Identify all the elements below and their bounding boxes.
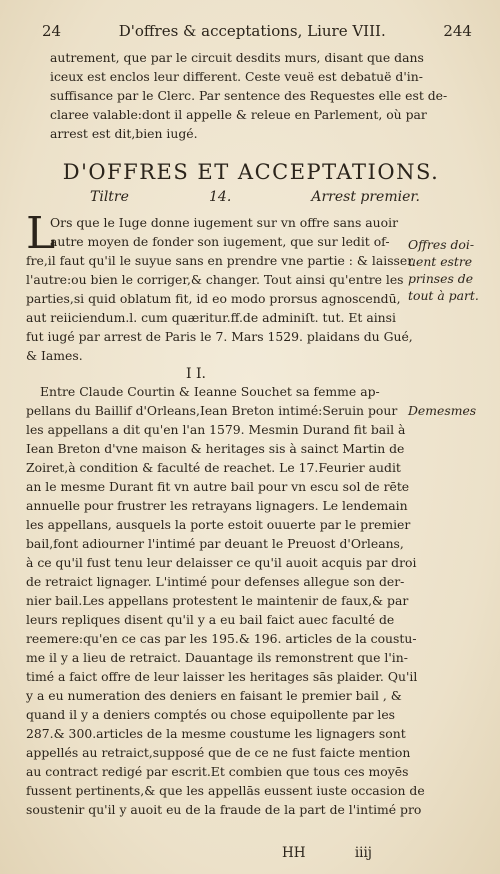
margin-note-line: uent estre <box>408 254 473 269</box>
first-paragraph <box>26 213 414 365</box>
chapter-subtitle <box>90 189 420 205</box>
chapter-title: D'OFFRES ET ACCEPTATIONS. <box>62 160 440 184</box>
text-line: claree valable:dont il appelle & releue en Parlement, où par <box>50 107 427 122</box>
running-title: D'offres & acceptations, Liure VIII. <box>118 22 386 40</box>
signature-mark: HH <box>282 845 306 861</box>
text-line: aut reiiciendum.l. cum quæritur.ff.de adminiſt. tut. Et ainsi <box>26 310 396 325</box>
text-line: leurs repliques disent qu'il y a eu bail faict auec faculté de <box>26 612 395 627</box>
section-number: I I. <box>186 366 206 382</box>
text-line: y a eu numeration des deniers en faisant le premier bail , & <box>26 688 402 703</box>
text-line: les appellans a dit qu'en l'an 1579. Mesmin Durand fit bail à <box>26 422 406 437</box>
text-line: autre moyen de fonder son iugement, que sur ledit of- <box>50 234 390 249</box>
text-line: les appellans, ausquels la porte estoit ouuerte par le premier <box>26 517 411 532</box>
text-line: Ors que le Iuge donne iugement sur vn offre sans auoir <box>50 215 398 230</box>
text-line: annuelle pour frustrer les retrayans lignagers. Le lendemain <box>26 498 408 513</box>
tilte-number: 14. <box>209 189 232 205</box>
text-line: appellés au retraict,supposé que de ce ne fust faicte mention <box>26 745 411 760</box>
margin-note <box>408 236 479 304</box>
text-line: nier bail.Les appellans protestent le maintenir de faux,& par <box>26 593 409 608</box>
margin-note-line: Offres doi- <box>408 237 475 252</box>
text-line: pellans du Baillif d'Orleans,Iean Breton intimé:Seruin pour <box>26 403 398 418</box>
running-header <box>42 22 472 40</box>
margin-note-demesmes: Demesmes <box>408 403 477 418</box>
text-line: 287.& 300.articles de la mesme coustume les lignagers sont <box>26 726 406 741</box>
text-line: Zoiret,à condition & faculté de reachet. Le 17.Feurier audit <box>26 460 401 475</box>
margin-note-line: prinses de <box>408 271 474 286</box>
text-line: an le mesme Durant fit vn autre bail pour vn escu sol de rēte <box>26 479 410 494</box>
text-line: me il y a lieu de retraict. Dauantage ils remonstrent que l'in- <box>26 650 408 665</box>
text-line: à ce qu'il fust tenu leur delaisser ce qu'il auoit acquis par droi <box>26 555 417 570</box>
text-line: suffisance par le Clerc. Par sentence des Requestes elle est de- <box>50 88 448 103</box>
second-paragraph <box>26 382 425 819</box>
tilte-label: Tiltre <box>90 189 129 205</box>
text-line: bail,font adiourner l'intimé par deuant le Preuost d'Orleans, <box>26 536 404 551</box>
folio-number: 244 <box>443 22 472 40</box>
arrest-label: Arrest premier. <box>311 189 420 205</box>
text-line: fut iugé par arrest de Paris le 7. Mars 1529. plaidans du Gué, <box>26 329 413 344</box>
text-line: Entre Claude Courtin & Ieanne Souchet sa femme ap- <box>40 384 380 399</box>
text-line: parties,si quid oblatum fit, id eo modo prorsus agnoscendū, <box>26 291 401 306</box>
text-line: & Iames. <box>26 348 83 363</box>
text-line: de retraict lignager. L'intimé pour defenses allegue son der- <box>26 574 405 589</box>
intro-paragraph <box>50 48 447 143</box>
page-number: 24 <box>42 22 62 40</box>
drop-cap: L <box>26 208 56 259</box>
margin-note-line: tout à part. <box>408 288 479 303</box>
text-line: soustenir qu'il y auoit eu de la fraude de la part de l'intimé pro <box>26 802 422 817</box>
text-line: au contract redigé par escrit.Et combien que tous ces moyēs <box>26 764 409 779</box>
text-line: autrement, que par le circuit desdits murs, disant que dans <box>50 50 424 65</box>
text-line: Iean Breton d'vne maison & heritages sis à sainct Martin de <box>26 441 405 456</box>
text-line: fussent pertinents,& que les appellās eussent iuste occasion de <box>26 783 425 798</box>
text-line: fre,il faut qu'il le suyue sans en prendre vne partie : & laisser <box>26 253 414 268</box>
text-line: l'autre:ou bien le corriger,& changer. Tout ainsi qu'entre les <box>26 272 404 287</box>
text-line: iceux est enclos leur different. Ceste veuë est debatuë d'in- <box>50 69 423 84</box>
page-footer <box>282 845 372 861</box>
text-line: quand il y a deniers comptés ou chose equipollente par les <box>26 707 396 722</box>
text-line: reemere:qu'en ce cas par les 195.& 196. articles de la coustu- <box>26 631 417 646</box>
text-line: timé a faict offre de leur laisser les heritages sās plaider. Qu'il <box>26 669 418 684</box>
text-line: arrest est dit,bien iugé. <box>50 126 198 141</box>
signature-number: iiij <box>354 845 372 861</box>
